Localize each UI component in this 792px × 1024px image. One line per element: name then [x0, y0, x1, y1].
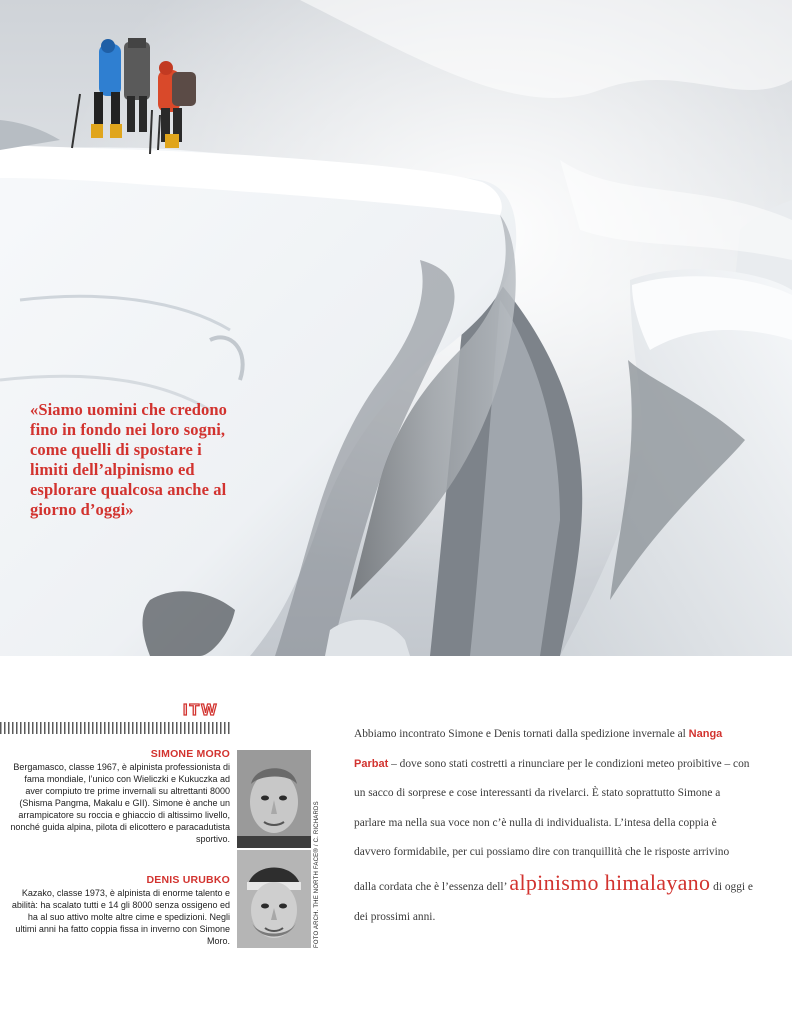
highlight-alpinismo-himalayano: alpinismo himalayano [509, 869, 711, 895]
bio-text: Bergamasco, classe 1967, è alpinista professionista di fama mondiale, l’unico con Wieliczki e Kukuczka ad aver compiuto tre prime invernali su altrettanti 8000 (Shisma Pangma, Makalu e GII). Simone è anche un arrampicatore su roccia e ghiaccio di altissimo livello, nonché guida alpina, pilota di elicottero e paracadutista sportivo. [10, 762, 230, 844]
highlight-nanga-parbat: Nanga Parbat [354, 728, 723, 770]
pull-quote: «Siamo uomini che credono fino in fondo nei loro sogni, come quelli di spostare i limiti dell’alpinismo ed esplorare qualcosa anche al giorno d’oggi» [30, 400, 227, 519]
itw-logo: ITW [183, 702, 219, 719]
bio-name: DENIS URUBKO [146, 874, 230, 886]
photo-credit: FOTO ARCH. THE NORTH FACE® / C. RICHARDS [314, 801, 320, 948]
bio-text: Kazako, classe 1973, è alpinista di enorme talento e abilità: ha scalato tutti e 14 gli 8000 senza ossigeno ed ha al suo attivo molte altre cime e spedizioni. Negli ultimi anni ha fatto coppia fissa in inverno con Simone Moro. [11, 888, 230, 946]
bio-denis-urubko [5, 874, 230, 947]
portrait-simone-moro [237, 750, 311, 848]
bio-simone-moro [5, 748, 230, 845]
intro-text: Abbiamo incontrato Simone e Denis tornati dalla spedizione invernale al [354, 728, 689, 740]
intro-paragraph [354, 720, 754, 932]
bio-name: SIMONE MORO [150, 748, 230, 760]
intro-text: di oggi e dei prossimi anni. [354, 880, 753, 923]
intro-text: – dove sono stati costretti a rinunciare per le condizioni meteo proibitive – con un sacco di sorprese e cose interessanti da rivelarci. È stato soprattutto Simone a parlare ma nella sua voce non c’è nulla di individualista. L’intesa della coppia è davvero formidabile, per cui possiamo dire con tranquillità che le risposte arrivino dalla cordata che è l’essenza dell’ [354, 757, 750, 893]
portrait-denis-urubko [237, 850, 311, 948]
hatched-divider [0, 722, 232, 734]
